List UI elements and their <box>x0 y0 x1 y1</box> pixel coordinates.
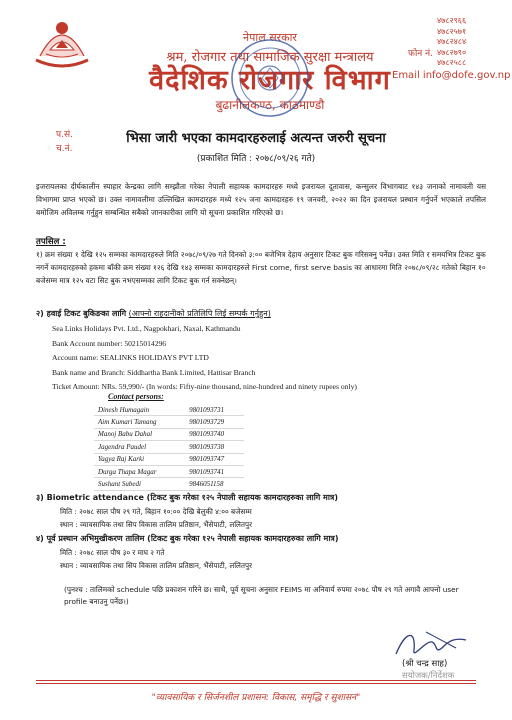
details-item-4-title <box>36 533 339 544</box>
intro-paragraph: इजरायलका दीर्घकालीन स्याहार केन्द्रका लागि सम्झौता गरेका नेपाली सहायक कामदारहरु मध्ये इजरायल दूतावास, कन्सुलर विभागबाट १४३ जनाको नामावली यस विभागमा प्राप्त भएको छ। उक्त नामावलीमा उल्लिखित कामदारहरु मध्ये १२५ जना कामदारहरु १९ जनवरी, २०२२ का दिन इजरायल प्रस्थान गर्नुपर्ने भएकाले तपसिल बमोजिम अविलम्ब गर्नुहुन सम्बन्धित सबैको जानकारीका लागि यो सूचना प्रकाशित गरिएको छ। <box>36 182 486 217</box>
biometric-place: स्थान : व्यावसायिक तथा सिप विकास तालिम प्रतिष्ठान, भैंसेपाटी, ललितपुर <box>60 520 253 529</box>
phone-number: ४७८२५८८ <box>437 58 467 67</box>
details-item-2-title <box>36 308 271 319</box>
signer-role: सयोजक/निर्देशक <box>402 671 455 681</box>
contact-name: Sushant Subedi <box>94 478 185 490</box>
account-name: Account name: SEALINKS HOLIDAYS PVT LTD <box>52 353 209 363</box>
biometric-title: ३) Biometric attendance (टिकट बुक गरेका १२५ नेपाली सहायक कामदारहरुका लागि मात्र) <box>36 493 338 502</box>
contacts-table <box>94 404 244 491</box>
orientation-title: ४) पूर्व प्रस्थान अभिमुखीकरण तालिम (टिकट बुक गरेका १२५ नेपाली सहायक कामदारहरुका लागि मात्र) <box>36 534 339 543</box>
phone-number: ४७८२४८४ <box>437 37 467 46</box>
table-row <box>94 465 244 477</box>
details-item-3-title <box>36 492 338 503</box>
department-name: वैदेशिक रोजगार विभाग <box>149 65 391 96</box>
table-row <box>94 404 244 416</box>
bank-branch: Bank name and Branch: Siddhartha Bank Limited, Hattisar Branch <box>52 367 256 377</box>
phone-label: फोन नं. <box>408 49 433 59</box>
notice-title: भिसा जारी भएका कामदारहरुलाई अत्यन्त जरुरी सूचना <box>126 131 386 146</box>
footer-divider <box>36 680 476 681</box>
contact-phone: 9801093747 <box>185 453 244 465</box>
nepal-emblem-icon <box>26 10 98 74</box>
details-item-1: १) क्रम संख्या १ देखि १२५ सम्मका कामदारहरुले मिति २०७८/०९/२७ गते दिनको ३:०० बजेभित्र देहाय अनुसार टिकट बुक गरिसक्नु पर्नेछ। उक्त मिति र समयभित्र टिकट बुक नगर्ने कामदारहरुको हकमा बाँकी क्रम संख्या १२६ देखि १४३ सम्मका कामदारहरुले First come, first serve basis का आधारमा मिति २०७८/०९/२८ गतेको बिहान १० बजेसम्म मात्र १२५ वटा सिट बुक नभएसम्मका लागि टिकट बुक गर्न सक्नेछन्। <box>36 250 486 285</box>
footer-divider-thin <box>36 683 476 684</box>
ticket-amount: Ticket Amount: NRs. 59,990/- (In words: Fifty-nine thousand, nine-hundred and ninety rupees only) <box>52 382 357 392</box>
cha-label: च.नं. <box>56 144 73 154</box>
phone-number: ४७८२५७१ <box>437 26 467 36</box>
contact-name: Dinesh Humagain <box>94 404 185 416</box>
official-stamp-icon <box>228 36 312 120</box>
agent-details <box>52 322 357 395</box>
ticket-booking-title: २) हवाई टिकट बुकिङका लागि <box>36 309 127 318</box>
contact-phone: 9801093741 <box>185 465 244 477</box>
details-title: तपसिल : <box>36 237 66 247</box>
footer-motto: "व्यावसायिक र सिर्जनशील प्रशासन: विकास, समृद्धि र सुशासन" <box>151 693 361 703</box>
orientation-date: मिति : २०७८ साल पौष ३० र माघ २ गते <box>60 548 165 557</box>
email-link[interactable]: Email info@dofe.gov.np <box>392 70 511 81</box>
phone-list <box>437 16 466 69</box>
pa-label: प.सं. <box>56 130 73 140</box>
orientation-place: स्थान : व्यावसायिक तथा सिप विकास तालिम प्रतिष्ठान, भैंसेपाटी, ललितपुर <box>60 561 253 570</box>
biometric-date: मिति : २०७८ साल पौष २९ गते, बिहान १०:०० देखि बेलुकी ४:०० बजेसम्म <box>60 507 252 516</box>
ministry-name: श्रम, रोजगार तथा सामाजिक सुरक्षा मन्त्रालय <box>166 50 374 65</box>
table-row <box>94 441 244 453</box>
contact-phone: 9801093729 <box>185 416 244 428</box>
contact-phone: 9801093731 <box>185 404 244 416</box>
contact-phone: 9846051158 <box>185 478 244 490</box>
table-row <box>94 478 244 490</box>
government-name: नेपाल सरकार <box>243 31 297 44</box>
contact-name: Manoj Babu Dahal <box>94 428 185 440</box>
table-row <box>94 416 244 428</box>
table-row <box>94 428 244 440</box>
phone-number: ४७८२७९० <box>437 47 467 57</box>
publish-date: (प्रकाशित मिति : २०७८/०९/२६ गते) <box>196 154 316 164</box>
contact-name: Durga Thapa Magar <box>94 465 185 477</box>
table-row <box>94 453 244 465</box>
bank-account-number: Bank Account number: 50215014296 <box>52 338 167 348</box>
ticket-booking-note: (आफ्नो राहदानीको प्रतिलिपि लिई सम्पर्क गर्नुहुन) <box>128 309 271 318</box>
department-location: बुढानीलकण्ठ, काठमाण्डौ <box>215 98 325 112</box>
postscript-note: (पुनश्च : तालिमको schedule पछि प्रकाशन गरिने छ। साथै, पूर्व सूचना अनुसार FEIMS मा अनिवार्य रुपमा २०७८ पौष २९ गते अगावै आफ्नो user profile बनाउनु पर्नेछ।) <box>64 585 459 606</box>
contact-persons-title: Contact persons: <box>108 392 164 401</box>
agent-name: Sea Links Holidays Pvt. Ltd., Nagpokhari, Naxal, Kathmandu <box>52 324 241 333</box>
contact-phone: 9801093740 <box>185 428 244 440</box>
contact-name: Jagendra Paudel <box>94 441 185 453</box>
contact-name: Yagya Raj Karki <box>94 453 185 465</box>
contact-name: Aim Kumari Tamang <box>94 416 185 428</box>
contact-phone: 9801093738 <box>185 441 244 453</box>
signer-name: (श्री चन्द्र साह) <box>402 659 448 669</box>
phone-number: ४७८२९६६ <box>437 16 467 25</box>
